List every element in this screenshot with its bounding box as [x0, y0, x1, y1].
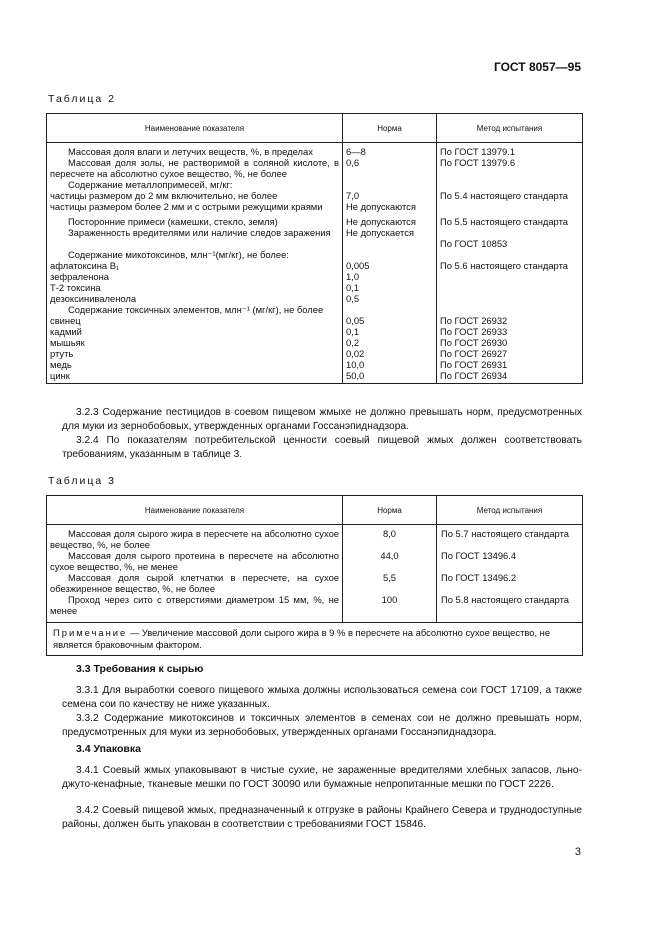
- table-cell: Не допускается: [343, 227, 437, 249]
- table-cell: свинец: [47, 315, 343, 326]
- section-heading-3-3: 3.3 Требования к сырью: [76, 663, 204, 675]
- table-cell: По ГОСТ 26931: [437, 359, 583, 370]
- table-cell: 1,0: [343, 271, 437, 282]
- table-cell: 8,0: [343, 525, 437, 551]
- table-cell: Массовая доля золы, не растворимой в соляной кислоте, в пересчете на абсолютно сухое вещество, %, не более: [47, 157, 343, 179]
- table-cell: Содержание микотоксинов, млн⁻¹(мг/кг), не более:: [47, 249, 343, 260]
- table-cell: афлатоксина B₁: [47, 260, 343, 271]
- table-row: [47, 304, 583, 315]
- paragraph-3-2-3: 3.2.3 Содержание пестицидов в соевом пищевом жмыхе не должно превышать норм, предусмотренных для муки из зернобобовых, утвержденных органами Госсанэпиднадзора.: [62, 407, 582, 432]
- note-label: Примечание: [53, 627, 128, 638]
- table-cell: По ГОСТ 26930: [437, 337, 583, 348]
- table-cell: Массовая доля сырого жира в пересчете на абсолютно сухое вещество, %, не более: [47, 525, 343, 551]
- table-row: [47, 282, 583, 293]
- table2-header-name: Наименование показателя: [47, 114, 343, 143]
- table-cell: По ГОСТ 26932: [437, 315, 583, 326]
- table-cell: [437, 201, 583, 212]
- table-2: [46, 113, 583, 384]
- table-cell: Не допускаются: [343, 201, 437, 212]
- table-row: [47, 260, 583, 271]
- table-cell: ртуть: [47, 348, 343, 359]
- table-cell: Посторонние примеси (камешки, стекло, земля): [47, 212, 343, 227]
- table-cell: 6—8: [343, 146, 437, 157]
- table-cell: По 5.5 настоящего стандарта: [437, 212, 583, 227]
- table-cell: [437, 293, 583, 304]
- table-cell: дезоксиниваленола: [47, 293, 343, 304]
- table-cell: частицы размером до 2 мм включительно, не более: [47, 190, 343, 201]
- table-row: [47, 337, 583, 348]
- table-cell: Содержание токсичных элементов, млн⁻¹ (мг/кг), не более: [47, 304, 343, 315]
- table-cell: Массовая доля влаги и летучих веществ, %, в пределах: [47, 146, 343, 157]
- paragraph-3-4-2: 3.4.2 Соевый пищевой жмых, предназначенный к отгрузке в районы Крайнего Севера и труднодоступные районы, должен быть упакован в соответствии с требованиями ГОСТ 15846.: [62, 805, 582, 830]
- table-cell: Содержание металлопримесей, мг/кг:: [47, 179, 343, 190]
- paragraph-3-3-1: 3.3.1 Для выработки соевого пищевого жмыха должны использоваться семена сои ГОСТ 17109, а также семена сои по качеству не ниже указанных.: [62, 685, 582, 710]
- table-cell: [437, 179, 583, 190]
- table2-header-norm: Норма: [343, 114, 437, 143]
- table-cell: цинк: [47, 370, 343, 384]
- table-row: [47, 146, 583, 157]
- table-row: [47, 326, 583, 337]
- table-cell: кадмий: [47, 326, 343, 337]
- table-cell: [437, 282, 583, 293]
- table-row: [47, 525, 583, 551]
- table-row: [47, 293, 583, 304]
- table-cell: По ГОСТ 26934: [437, 370, 583, 384]
- table-row: [47, 370, 583, 384]
- table-row: [47, 594, 583, 623]
- table-cell: [343, 249, 437, 260]
- table-note-row: [47, 623, 583, 656]
- table-3: [46, 495, 583, 656]
- table-row: [47, 179, 583, 190]
- table-cell: По ГОСТ 26927: [437, 348, 583, 359]
- table-row: [47, 271, 583, 282]
- table-cell: [343, 179, 437, 190]
- table-cell: Массовая доля сырой клетчатки в пересчете, на сухое обезжиренное вещество, %, не более: [47, 572, 343, 594]
- table-cell: По 5.7 настоящего стандарта: [437, 525, 583, 551]
- table-cell: По ГОСТ 10853: [437, 227, 583, 249]
- table-cell: Проход через сито с отверстиями диаметром 15 мм, %, не менее: [47, 594, 343, 623]
- table-row: [47, 212, 583, 227]
- page-number: 3: [574, 846, 581, 858]
- table-cell: [437, 304, 583, 315]
- table3-header-norm: Норма: [343, 496, 437, 525]
- paragraph-3-2-4: 3.2.4 По показателям потребительской ценности соевый пищевой жмых должен соответствовать требованиям, указанным в таблице 3.: [62, 435, 582, 460]
- table-cell: Массовая доля сырого протеина в пересчете на абсолютно сухое вещество, %, не менее: [47, 550, 343, 572]
- paragraph-3-4-1: 3.4.1 Соевый жмых упаковывают в чистые сухие, не зараженные вредителями хлебных запасов, льно-джуто-кенафные, тканевые мешки по ГОСТ 30090 или бумажные непропитанные мешки по ГОСТ 2226.: [62, 765, 582, 790]
- section-heading-3-4: 3.4 Упаковка: [76, 743, 141, 755]
- table-row: [47, 315, 583, 326]
- table-cell: Не допускаются: [343, 212, 437, 227]
- document-code: ГОСТ 8057—95: [493, 60, 581, 74]
- table-cell: медь: [47, 359, 343, 370]
- table-cell: 44,0: [343, 550, 437, 572]
- table-row: [47, 201, 583, 212]
- table-cell: По ГОСТ 26933: [437, 326, 583, 337]
- table-cell: 10,0: [343, 359, 437, 370]
- table-cell: Т-2 токсина: [47, 282, 343, 293]
- table-row: [47, 157, 583, 179]
- table-cell: По ГОСТ 13496.2: [437, 572, 583, 594]
- table-cell: 0,005: [343, 260, 437, 271]
- table3-caption: Таблица 3: [48, 475, 116, 487]
- table-row: [47, 359, 583, 370]
- table-row: [47, 572, 583, 594]
- table-cell: 50,0: [343, 370, 437, 384]
- table-row: [47, 348, 583, 359]
- table-row: [47, 249, 583, 260]
- table-cell: По 5.6 настоящего стандарта: [437, 260, 583, 271]
- table-cell: зефраленона: [47, 271, 343, 282]
- table-cell: 0,6: [343, 157, 437, 179]
- table-cell: 0,5: [343, 293, 437, 304]
- table-cell: 5,5: [343, 572, 437, 594]
- table-cell: [343, 304, 437, 315]
- table-cell: 0,1: [343, 326, 437, 337]
- table-cell: 100: [343, 594, 437, 623]
- table-cell: 0,02: [343, 348, 437, 359]
- table-row: [47, 227, 583, 249]
- table2-header-method: Метод испытания: [437, 114, 583, 143]
- table3-header-method: Метод испытания: [437, 496, 583, 525]
- table-note: [47, 623, 583, 656]
- table-cell: 7,0: [343, 190, 437, 201]
- table-cell: По ГОСТ 13496.4: [437, 550, 583, 572]
- table-cell: 0,2: [343, 337, 437, 348]
- table-cell: 0,05: [343, 315, 437, 326]
- table-cell: По 5.4 настоящего стандарта: [437, 190, 583, 201]
- table3-header-name: Наименование показателя: [47, 496, 343, 525]
- table-cell: [437, 271, 583, 282]
- table-cell: [437, 249, 583, 260]
- table-cell: частицы размером более 2 мм и с острыми режущими краями: [47, 201, 343, 212]
- table-cell: По ГОСТ 13979.1: [437, 146, 583, 157]
- table-row: [47, 190, 583, 201]
- table-cell: По ГОСТ 13979.6: [437, 157, 583, 179]
- table-cell: мышьяк: [47, 337, 343, 348]
- table-row: [47, 550, 583, 572]
- table-cell: Зараженность вредителями или наличие следов заражения: [47, 227, 343, 249]
- table-cell: 0,1: [343, 282, 437, 293]
- paragraph-3-3-2: 3.3.2 Содержание микотоксинов и токсичных элементов в семенах сои не должно превышать норм, предусмотренных для муки из зернобобовых, утвержденных органами Госсанэпиднадзора.: [62, 713, 582, 738]
- note-text: — Увеличение массовой доли сырого жира в 9 % в пересчете на абсолютно сухое вещество, не является браковочным фактором.: [53, 627, 551, 650]
- table-cell: По 5.8 настоящего стандарта: [437, 594, 583, 623]
- table2-caption: Таблица 2: [48, 93, 116, 105]
